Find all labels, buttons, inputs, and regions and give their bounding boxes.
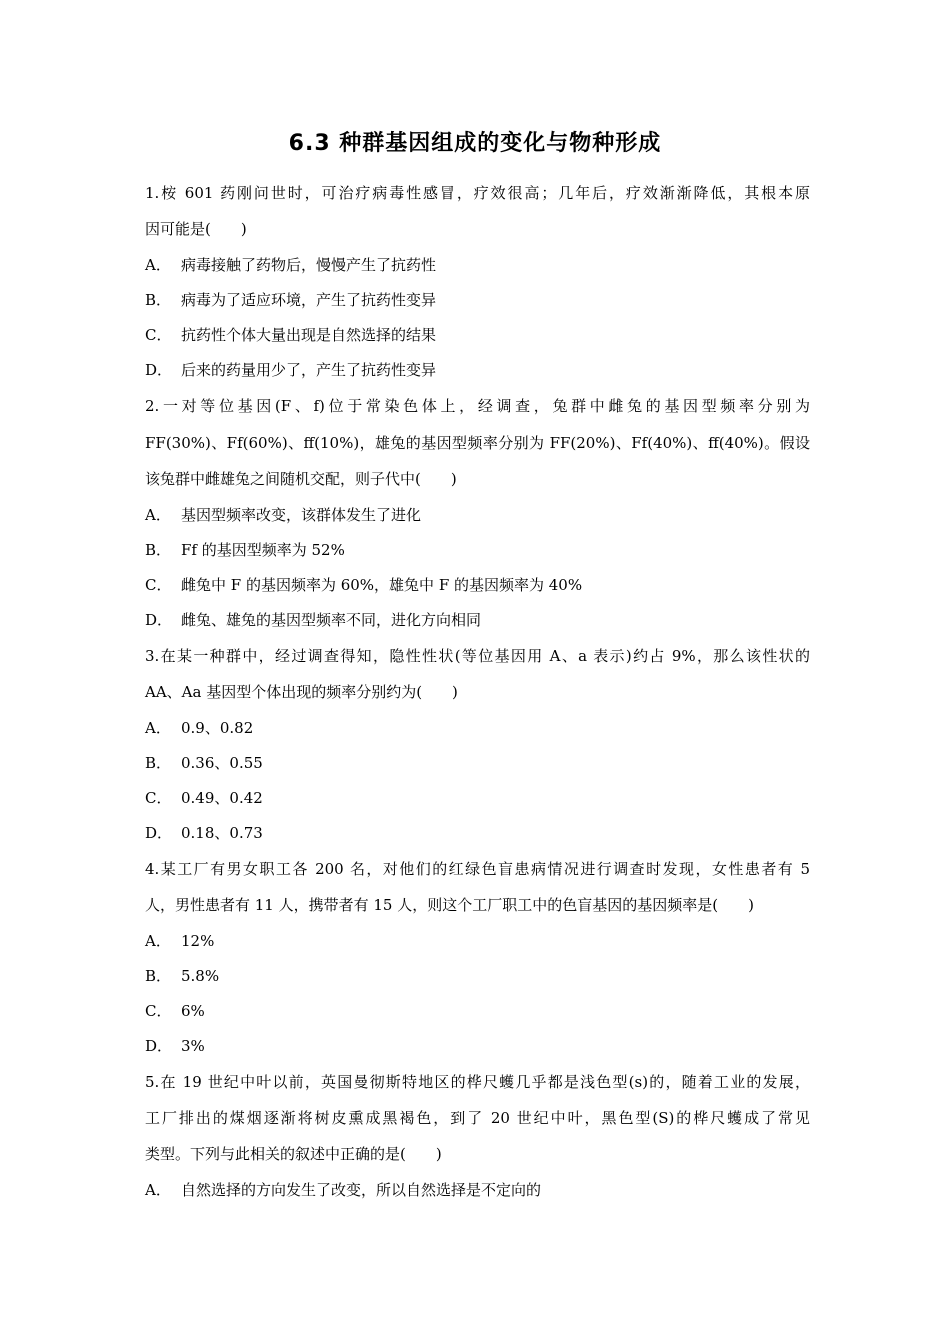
option-text: 0.9、0.82	[181, 719, 254, 737]
option-letter: A．	[145, 1181, 171, 1199]
question-4-stem-line-2: 人，男性患者有 11 人，携带者有 15 人，则这个工厂职工中的色盲基因的基因频率是( )	[145, 896, 754, 914]
option-letter: D．	[145, 361, 173, 379]
option-letter: D．	[145, 1037, 173, 1055]
question-4-option-c	[145, 1001, 810, 1021]
question-2-stem-line-2: FF(30%)、Ff(60%)、ff(10%)，雄兔的基因型频率分别为 FF(20%)、Ff(40%)、ff(40%)。假设	[145, 434, 810, 452]
option-text: 自然选择的方向发生了改变，所以自然选择是不定向的	[181, 1181, 542, 1199]
question-2-option-a	[145, 505, 810, 525]
option-letter: D．	[145, 824, 173, 842]
option-text: 雌兔、雄兔的基因型频率不同，进化方向相同	[181, 611, 482, 629]
question-1-option-a	[145, 255, 810, 275]
question-2-stem-line-3: 该兔群中雌雄兔之间随机交配，则子代中( )	[145, 470, 457, 488]
option-letter: A．	[145, 719, 171, 737]
question-5-stem-line-3: 类型。下列与此相关的叙述中正确的是( )	[145, 1145, 442, 1163]
option-text: 抗药性个体大量出现是自然选择的结果	[181, 326, 437, 344]
question-5-stem-line-2: 工厂排出的煤烟逐渐将树皮熏成黑褐色，到了 20 世纪中叶，黑色型(S)的桦尺蠖成了常见	[145, 1109, 810, 1127]
option-text: 基因型频率改变，该群体发生了进化	[181, 506, 422, 524]
page-title: 6.3 种群基因组成的变化与物种形成	[288, 131, 662, 156]
option-letter: C．	[145, 1002, 172, 1020]
option-letter: C．	[145, 576, 172, 594]
question-4-option-b	[145, 966, 810, 986]
option-text: 12%	[181, 932, 215, 950]
option-text: Ff 的基因型频率为 52%	[181, 541, 345, 559]
option-text: 3%	[181, 1037, 205, 1055]
question-2-option-b	[145, 540, 810, 560]
option-text: 病毒接触了药物后，慢慢产生了抗药性	[181, 256, 437, 274]
option-letter: D．	[145, 611, 173, 629]
option-letter: B．	[145, 967, 172, 985]
option-letter: B．	[145, 754, 172, 772]
question-1-stem-line-1: 1.桉 601 药刚问世时，可治疗病毒性感冒，疗效很高；几年后，疗效渐渐降低，其根本原	[145, 184, 810, 202]
option-text: 6%	[181, 1002, 205, 1020]
question-4-stem-line-1: 4.某工厂有男女职工各 200 名，对他们的红绿色盲患病情况进行调查时发现，女性患者有 5	[145, 860, 810, 878]
question-2-option-d	[145, 610, 810, 630]
option-text: 0.36、0.55	[181, 754, 263, 772]
question-2-stem-line-1: 2.一对等位基因(F、f)位于常染色体上，经调查，兔群中雌兔的基因型频率分别为	[145, 397, 810, 415]
option-letter: A．	[145, 932, 171, 950]
option-letter: B．	[145, 291, 172, 309]
question-3-stem-line-2: AA、Aa 基因型个体出现的频率分别约为( )	[145, 683, 458, 701]
question-1-option-d	[145, 360, 810, 380]
option-text: 5.8%	[181, 967, 220, 985]
question-3-option-c	[145, 788, 810, 808]
question-3-option-b	[145, 753, 810, 773]
question-3-option-d	[145, 823, 810, 843]
option-letter: B．	[145, 541, 172, 559]
option-letter: A．	[145, 506, 171, 524]
question-3-stem-line-1: 3.在某一种群中，经过调查得知，隐性性状(等位基因用 A、a 表示)约占 9%，那么该性状的	[145, 647, 810, 665]
option-text: 雌兔中 F 的基因频率为 60%，雄兔中 F 的基因频率为 40%	[181, 576, 583, 594]
option-text: 0.18、0.73	[181, 824, 263, 842]
question-5-option-a	[145, 1180, 810, 1200]
option-letter: C．	[145, 789, 172, 807]
question-1-option-b	[145, 290, 810, 310]
question-1-option-c	[145, 325, 810, 345]
question-5-stem-line-1: 5.在 19 世纪中叶以前，英国曼彻斯特地区的桦尺蠖几乎都是浅色型(s)的，随着工业的发展，	[145, 1073, 810, 1091]
option-letter: C．	[145, 326, 172, 344]
option-text: 病毒为了适应环境，产生了抗药性变异	[181, 291, 437, 309]
question-1-stem-line-2: 因可能是( )	[145, 220, 247, 238]
option-text: 后来的药量用少了，产生了抗药性变异	[181, 361, 437, 379]
option-letter: A．	[145, 256, 171, 274]
question-2-option-c	[145, 575, 810, 595]
question-4-option-d	[145, 1036, 810, 1056]
question-3-option-a	[145, 718, 810, 738]
question-4-option-a	[145, 931, 810, 951]
option-text: 0.49、0.42	[181, 789, 263, 807]
